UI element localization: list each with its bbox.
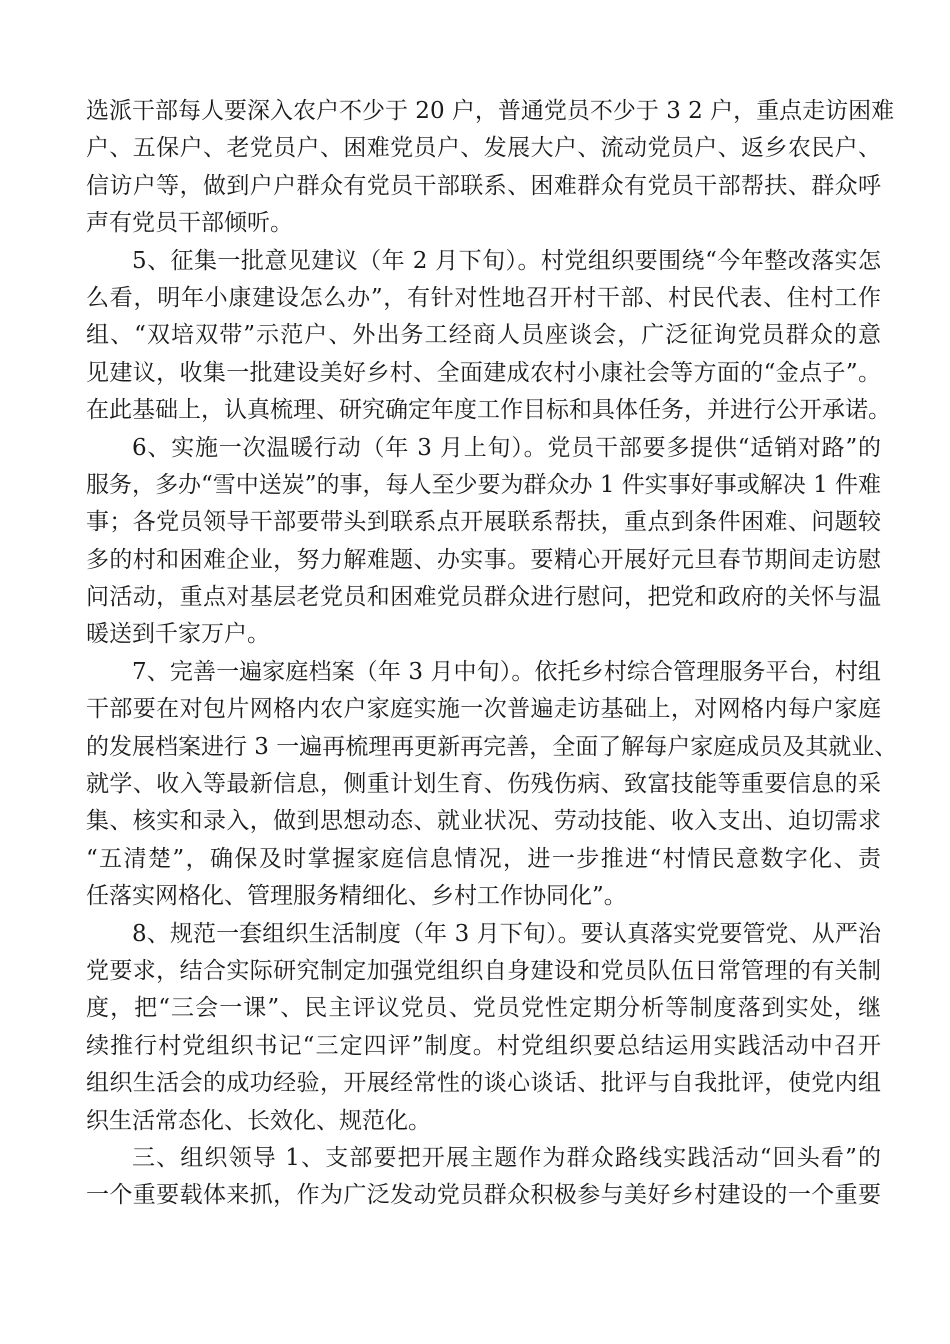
- text-line: 党要求，结合实际研究制定加强党组织自身建设和党员队伍日常管理的有关制: [86, 957, 881, 984]
- text-line: 度，把“三会一课”、民主评议党员、党员党性定期分析等制度落到实处，继: [86, 995, 881, 1022]
- paragraph-7-heading-line: 7、完善一遍家庭档案（年 3 月中旬）。依托乡村综合管理服务平台，村组: [132, 658, 881, 685]
- text-line: 集、核实和录入，做到思想动态、就业状况、劳动技能、收入支出、迫切需求: [86, 808, 881, 835]
- text-line: 选派干部每人要深入农户不少于 20 户，普通党员不少于 3 2 户，重点走访困难: [86, 98, 895, 124]
- text-line: 任落实网格化、管理服务精细化、乡村工作协同化”。: [86, 883, 627, 910]
- text-line: “五清楚”，确保及时掌握家庭信息情况，进一步推进“村情民意数字化、责: [86, 845, 881, 872]
- paragraph-8-heading-line: 8、规范一套组织生活制度（年 3 月下旬）。要认真落实党要管党、从严治: [132, 920, 881, 947]
- text-line: 信访户等，做到户户群众有党员干部联系、困难群众有党员干部帮扶、群众呼: [86, 172, 881, 199]
- text-line: 一个重要载体来抓，作为广泛发动党员群众积极参与美好乡村建设的一个重要: [86, 1182, 881, 1209]
- text-line: 干部要在对包片网格内农户家庭实施一次普遍走访基础上，对网格内每户家庭: [86, 696, 881, 723]
- document-body: [86, 93, 898, 1215]
- text-line: 续推行村党组织书记“三定四评”制度。村党组织要总结运用实践活动中召开: [86, 1032, 881, 1059]
- text-line: 在此基础上，认真梳理、研究确定年度工作目标和具体任务，并进行公开承诺。: [86, 397, 891, 424]
- section-3-heading-line: 三、组织领导 1、支部要把开展主题作为群众路线实践活动“回头看”的: [132, 1144, 881, 1171]
- text-line: 户、五保户、老党员户、困难党员户、发展大户、流动党员户、返乡农民户、: [86, 135, 881, 162]
- text-line: 多的村和困难企业，努力解难题、办实事。要精心开展好元旦春节期间走访慰: [86, 546, 881, 573]
- text-line: 组织生活会的成功经验，开展经常性的谈心谈话、批评与自我批评，使党内组: [86, 1070, 881, 1097]
- text-line: 织生活常态化、长效化、规范化。: [86, 1107, 431, 1134]
- text-line: 见建议，收集一批建设美好乡村、全面建成农村小康社会等方面的“金点子”。: [86, 359, 881, 386]
- text-line: 就学、收入等最新信息，侧重计划生育、伤残伤病、致富技能等重要信息的采: [86, 771, 881, 798]
- paragraph-6-heading-line: 6、实施一次温暖行动（年 3 月上旬）。党员干部要多提供“适销对路”的: [132, 434, 881, 461]
- text-line: 么看，明年小康建设怎么办”，有针对性地召开村干部、村民代表、住村工作: [86, 284, 881, 311]
- text-line: 组、“双培双带”示范户、外出务工经商人员座谈会，广泛征询党员群众的意: [86, 322, 881, 349]
- text-line: 声有党员干部倾听。: [86, 210, 293, 237]
- paragraph-5-heading-line: 5、征集一批意见建议（年 2 月下旬）。村党组织要围绕“今年整改落实怎: [132, 247, 881, 274]
- text-line: 服务，多办“雪中送炭”的事，每人至少要为群众办 1 件实事好事或解决 1 件难: [86, 471, 882, 498]
- text-line: 暖送到千家万户。: [86, 621, 270, 648]
- text-line: 问活动，重点对基层老党员和困难党员群众进行慰问，把党和政府的关怀与温: [86, 584, 881, 611]
- text-line: 事；各党员领导干部要带头到联系点开展联系帮扶，重点到条件困难、问题较: [86, 509, 881, 536]
- text-line: 的发展档案进行 3 一遍再梳理再更新再完善，全面了解每户家庭成员及其就业、: [86, 733, 898, 760]
